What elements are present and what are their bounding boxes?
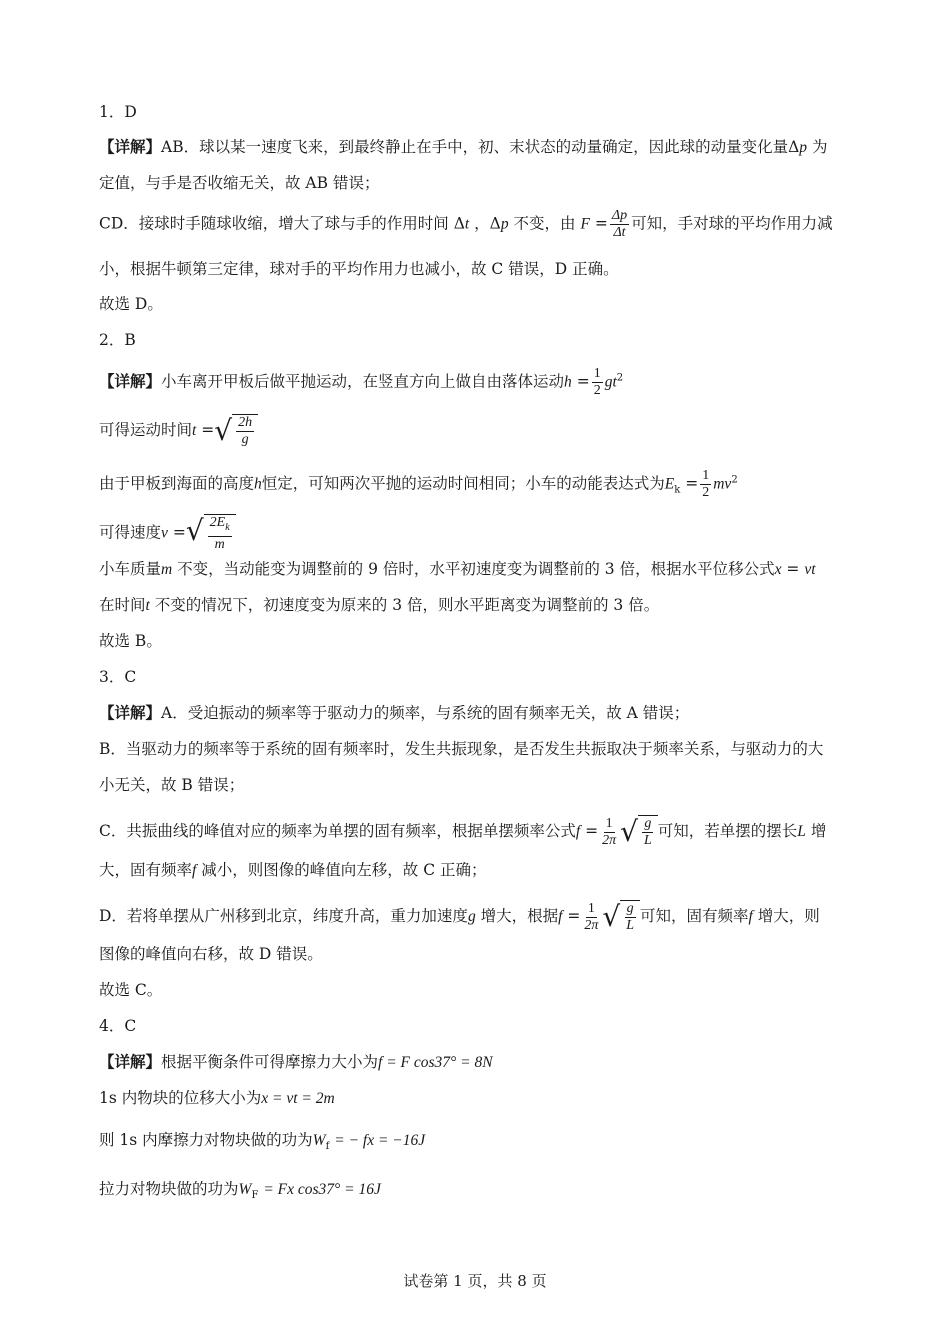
- formula-friction: f = F cos37° = 8N: [378, 1054, 493, 1071]
- q1-text-3c: 可知，手对球的平均作用力减: [631, 214, 833, 233]
- q1-text-1: AB．球以某一速度飞来，到最终静止在手中，初、末状态的动量确定，因此球的动量变化量Δ: [161, 138, 800, 156]
- q4-text-1: 根据平衡条件可得摩擦力大小为: [161, 1053, 379, 1071]
- q4-line-4: 拉力对物块做的功为$W_F = Fx$ cos37° = 16J: [99, 1180, 381, 1202]
- q2-answer: 故选 B。: [99, 632, 162, 650]
- formula-half: $\frac{1}{2}$: [593, 366, 601, 398]
- q3-answer: 故选 C。: [99, 981, 163, 999]
- q2-text-4: 可得速度: [99, 523, 162, 542]
- formula-pendulum-2: √ $\frac{g}{L}$: [602, 900, 640, 934]
- q3-heading: 3．C: [99, 668, 137, 686]
- q3-text-5a: 大，固有频率: [99, 861, 193, 879]
- q3-text-4a: C．共振曲线的峰值对应的频率为单摆的固有频率，根据单摆频率公式: [99, 822, 576, 840]
- q3-line-1: [99, 703, 689, 723]
- q2-text-1: 小车离开甲板后做平抛运动，在竖直方向上做自由落体运动: [161, 372, 565, 391]
- q2-line-4: 可得速度v = √ $\frac{2E_k}{m}$: [99, 514, 236, 553]
- formula-work-friction-w: W: [312, 1132, 326, 1149]
- formula-displacement: x = vt = 2m: [261, 1090, 335, 1107]
- q1-line-1: 【详解】AB．球以某一速度飞来，到最终静止在手中，初、末状态的动量确定，因此球的动量变化量Δp 为: [99, 137, 828, 156]
- q4-heading: 4．C: [99, 1017, 137, 1035]
- q2-text-3a: 由于甲板到海面的高度: [99, 474, 255, 493]
- q2-line-6: 在时间t 不变的情况下，初速度变为原来的 3 倍，则水平距离变为调整前的 3 倍。: [99, 596, 660, 614]
- formula-work-pull-w: W: [238, 1181, 252, 1198]
- formula-work-friction: = − fx = −16J: [334, 1132, 426, 1149]
- q1-text-3a: CD．接球时手随球收缩，增大了球与手的作用时间 Δ: [99, 214, 465, 233]
- q3-line-2: B．当驱动力的频率等于系统的固有频率时，发生共振现象，是否发生共振取决于频率关系，与驱动力的大: [99, 740, 824, 758]
- formula-sqrt-time: √ $\frac{2h}{g}$: [214, 414, 258, 448]
- q1-tag: 【详解】: [99, 137, 162, 156]
- q1-text-1b: 为: [811, 138, 828, 156]
- q3-line-7: 图像的峰值向右移，故 D 错误。: [99, 945, 323, 963]
- q1-heading: 1．D: [99, 103, 137, 121]
- formula-sqrt-speed: √ $\frac{2E_k}{m}$: [186, 514, 236, 553]
- q1-line-2: 定值，与手是否收缩无关，故 AB 错误；: [99, 174, 380, 192]
- q1-answer: 故选 D。: [99, 295, 163, 313]
- q4-text-4: 拉力对物块做的功为: [99, 1180, 239, 1198]
- q3-text-5b: 减小，则图像的峰值向左移，故 C 正确；: [201, 861, 487, 879]
- formula-work-pull: = Fx cos37° = 16J: [263, 1181, 381, 1198]
- q4-line-2: [99, 1088, 335, 1109]
- q4-line-1: [99, 1052, 493, 1073]
- q3-tag: 【详解】: [99, 703, 162, 722]
- q3-text-6c: 可知，固有频率: [640, 907, 749, 925]
- q2-heading: 2．B: [99, 331, 136, 349]
- q2-text-5a: 小车质量: [99, 560, 162, 578]
- q2-text-6b: 不变的情况下，初速度变为原来的 3 倍，则水平距离变为调整前的 3 倍。: [154, 596, 660, 614]
- q3-text-4c: 增: [810, 822, 827, 840]
- q2-line-1: 【详解】小车离开甲板后做平抛运动，在竖直方向上做自由落体运动h = $\frac{1}{2}$ $gt^2$: [99, 366, 624, 398]
- q3-text-6d: 增大，则: [757, 907, 820, 925]
- q4-line-3: 则 1s 内摩擦力对物块做的功为$W_f$ = − fx = −16J: [99, 1131, 426, 1153]
- q4-text-3: 则 1s 内摩擦力对物块做的功为: [99, 1131, 313, 1149]
- q3-line-5: 大，固有频率f 减小，则图像的峰值向左移，故 C 正确；: [99, 861, 487, 879]
- q1-line-4: 小，根据牛顿第三定律，球对手的平均作用力也减小，故 C 错误，D 正确。: [99, 260, 619, 278]
- q2-text-2: 可得运动时间: [99, 421, 193, 439]
- q1-text-3b: 不变，由: [513, 214, 576, 233]
- q1-line-3: CD．接球时手随球收缩，增大了球与手的作用时间 Δt ，Δp 不变，由 F = $\frac{\Delta p}{\Delta t}$ 可知，手对球的平均作用力减: [99, 208, 833, 240]
- q2-text-6a: 在时间: [99, 596, 146, 614]
- q4-tag: 【详解】: [99, 1052, 162, 1071]
- q2-line-5: 小车质量m 不变，当动能变为调整前的 9 倍时，水平初速度变为调整前的 3 倍，根据水平位移公式x = vt: [99, 560, 816, 578]
- q2-text-3b: 恒定，可知两次平抛的运动时间相同；小车的动能表达式为: [261, 474, 665, 493]
- q2-line-3: 由于甲板到海面的高度h恒定，可知两次平抛的运动时间相同；小车的动能表达式为$E_k$ = $\frac{1}{2}$ $mv^2$: [99, 468, 738, 500]
- q2-tag: 【详解】: [99, 371, 162, 391]
- q3-line-4: C．共振曲线的峰值对应的频率为单摆的固有频率，根据单摆频率公式f = $\frac{1}{2\pi}$ √ $\frac{g}{L}$ 可知，若单摆的摆长L 增: [99, 815, 827, 848]
- q4-text-2: 1s 内物块的位移大小为: [99, 1089, 262, 1107]
- formula-impulse: $\frac{\Delta p}{\Delta t}$: [611, 208, 628, 240]
- q3-text-6a: D．若将单摆从广州移到北京，纬度升高，重力加速度: [99, 907, 468, 925]
- q3-line-6: D．若将单摆从广州移到北京，纬度升高，重力加速度g 增大，根据f = $\frac{1}{2\pi}$ √ $\frac{g}{L}$ 可知，固有频率f 增大，则: [99, 900, 820, 933]
- q2-text-5b: 不变，当动能变为调整前的 9 倍时，水平初速度变为调整前的 3 倍，根据水平位移公式: [177, 560, 775, 578]
- formula-pendulum-1: √ $\frac{g}{L}$: [620, 815, 658, 849]
- q3-text-1: A．受迫振动的频率等于驱动力的频率，与系统的固有频率无关，故 A 错误；: [161, 704, 690, 722]
- q3-text-6b: 增大，根据: [480, 907, 559, 925]
- q3-text-4b: 可知，若单摆的摆长: [657, 822, 798, 840]
- q3-line-3: 小无关，故 B 错误；: [99, 776, 245, 794]
- page-footer: 试卷第 1 页，共 8 页: [403, 1272, 547, 1290]
- q2-line-2: 可得运动时间t = √ $\frac{2h}{g}$: [99, 414, 258, 448]
